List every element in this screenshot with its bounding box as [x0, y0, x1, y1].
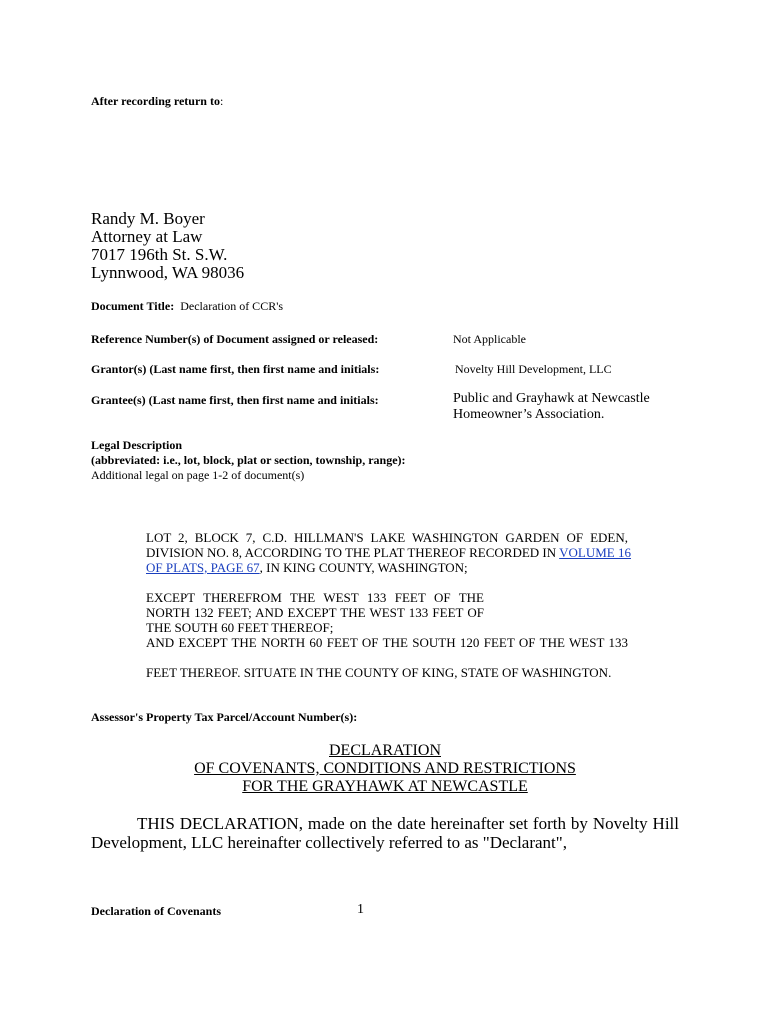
page-number: 1: [357, 902, 364, 917]
body-paragraph: [91, 814, 679, 852]
body-paragraph-line: Development, LLC hereinafter collectively referred to as "Declarant",: [91, 833, 567, 852]
return-address-line: Randy M. Boyer: [91, 209, 205, 228]
legal-line: FEET THEREOF. SITUATE IN THE COUNTY OF KING, STATE OF WASHINGTON.: [146, 665, 612, 680]
legal-line-text: , IN KING COUNTY, WASHINGTON;: [259, 560, 468, 575]
legal-description-header: [91, 438, 406, 483]
legal-description-subheading: (abbreviated: i.e., lot, block, plat or section, township, range):: [91, 453, 406, 467]
legal-line: [146, 560, 628, 575]
legal-line: LOT 2, BLOCK 7, C.D. HILLMAN'S LAKE WASHINGTON GARDEN OF EDEN,: [146, 530, 628, 545]
grantee-value: [453, 391, 650, 423]
grantor-value: Novelty Hill Development, LLC: [455, 362, 612, 376]
return-address-line: Lynnwood, WA 98036: [91, 263, 245, 282]
legal-line: NORTH 132 FEET; AND EXCEPT THE WEST 133 FEET OF: [146, 605, 484, 620]
return-label-text: After recording return to: [91, 94, 220, 108]
reference-label: Reference Number(s) of Document assigned or released:: [91, 332, 379, 346]
plat-page-link[interactable]: OF PLATS, PAGE 67: [146, 560, 260, 575]
declaration-title-line: FOR THE GRAYHAWK AT NEWCASTLE: [242, 778, 528, 795]
legal-text-block: [146, 530, 631, 680]
legal-line: [146, 545, 631, 560]
footer-label: Declaration of Covenants: [91, 904, 221, 918]
declaration-title-line: DECLARATION: [329, 742, 441, 759]
declaration-title-line: OF COVENANTS, CONDITIONS AND RESTRICTIONS: [194, 760, 576, 777]
legal-line: EXCEPT THEREFROM THE WEST 133 FEET OF THE: [146, 590, 484, 605]
document-title-row: [91, 299, 283, 314]
body-paragraph-line: THIS DECLARATION, made on the date hereinafter set forth by Novelty Hill: [137, 814, 679, 833]
return-label: [91, 94, 223, 109]
legal-description-heading: Legal Description: [91, 438, 182, 452]
return-address: [91, 210, 244, 282]
assessor-label: Assessor's Property Tax Parcel/Account Number(s):: [91, 710, 358, 724]
declaration-title: [0, 742, 770, 796]
return-address-line: 7017 196th St. S.W.: [91, 245, 228, 264]
return-label-colon: :: [219, 94, 224, 108]
legal-line: AND EXCEPT THE NORTH 60 FEET OF THE SOUTH 120 FEET OF THE WEST 133: [146, 635, 628, 650]
grantor-label: Grantor(s) (Last name first, then first name and initials:: [91, 362, 380, 376]
grantee-value-line: Public and Grayhawk at Newcastle: [453, 391, 650, 406]
legal-line-text: DIVISION NO. 8, ACCORDING TO THE PLAT THEREOF RECORDED IN: [146, 545, 560, 560]
grantee-value-line: Homeowner’s Association.: [453, 407, 605, 422]
reference-value: Not Applicable: [453, 332, 526, 346]
document-title-label: Document Title:: [91, 299, 175, 313]
document-title-value: Declaration of CCR's: [180, 299, 284, 313]
grantee-label: Grantee(s) (Last name first, then first name and initials:: [91, 393, 379, 407]
plat-volume-link[interactable]: VOLUME 16: [559, 545, 631, 560]
return-address-line: Attorney at Law: [91, 227, 203, 246]
legal-description-note: Additional legal on page 1-2 of document(s): [91, 468, 305, 482]
legal-line: THE SOUTH 60 FEET THEREOF;: [146, 620, 334, 635]
